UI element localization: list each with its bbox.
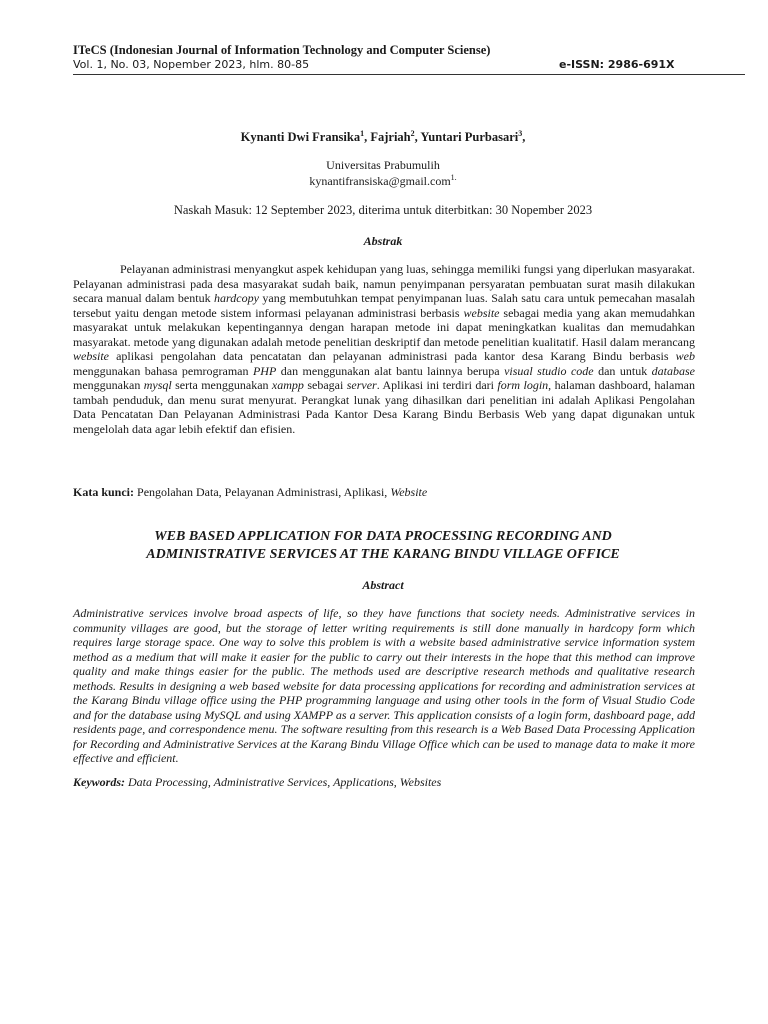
abstract-title: Abstract xyxy=(362,578,404,592)
author-3: Yuntari Purbasari xyxy=(420,130,519,145)
english-title-line-1: WEB BASED APPLICATION FOR DATA PROCESSING RECORDING AND xyxy=(154,529,612,544)
author-end: , xyxy=(522,130,526,145)
submission-dates: Naskah Masuk: 12 September 2023, diterima untuk diterbitkan: 30 Nopember 2023 xyxy=(173,203,593,217)
author-separator: , xyxy=(414,130,421,145)
abstrak-text-run: yang membutuhkan tempat penyimpanan luas. Salah satu cara untuk pemecahan masalah tersebut yaitu dengan metode sistem informasi pelayanan administrasi berbasis xyxy=(73,291,695,320)
author-separator: , xyxy=(364,130,371,145)
abstrak-emphasis: server xyxy=(346,378,377,392)
author-3-sup: 3 xyxy=(518,129,523,138)
header-rule xyxy=(73,74,745,75)
author-2: Fajriah xyxy=(370,130,411,145)
abstrak-emphasis: visual studio code xyxy=(504,363,594,378)
kata-kunci-last: Website xyxy=(390,485,428,499)
abstrak-emphasis: xampp xyxy=(271,378,304,392)
abstrak-paragraph xyxy=(73,262,695,436)
abstrak-emphasis: database xyxy=(651,363,695,378)
affiliation: Universitas Prabumulih xyxy=(326,158,440,172)
abstrak-text-run: dan menggunakan alat bantu lainnya berupa xyxy=(276,363,505,378)
english-title xyxy=(73,528,693,564)
abstrak-text-run: menggunakan xyxy=(73,378,144,392)
abstrak-text-run: . Aplikasi ini terdiri dari xyxy=(376,378,498,392)
keywords xyxy=(73,775,441,790)
author-1: Kynanti Dwi Fransika xyxy=(240,130,361,145)
abstrak-text-run: , halaman dashboard, halaman tambah penduduk, dan menu surat menyurat. Perangkat lunak yang dihasilkan dari penelitian ini adalah Aplikasi Pengolahan Data Pencatatan Dan Pelayanan Administrasi Pada Kantor Desa Karang Bindu Berbasis Web yang dapat digunakan untuk mengelolah data agar lebih efektif dan efisien. xyxy=(73,378,696,436)
abstrak-emphasis: mysql xyxy=(143,378,172,392)
keywords-label: Keywords: xyxy=(73,775,125,789)
authors xyxy=(73,129,693,145)
kata-kunci xyxy=(73,485,427,500)
abstract-paragraph: Administrative services involve broad aspects of life, so they have functions that society needs. Administrative services in community villages are good, but the storage of letter writing requirements is still done manually in hardcopy form which requires large storage space. One way to solve this problem is with a website based administrative service information system method as a medium that will make it easier for the public to carry out their interests in the hope that this method can improve quality and make things easier for the public. The methods used are descriptive research methods and qualitative research methods. Results in designing a web based website for data processing applications for recording and administration services at the Karang Bindu village office using the PHP programming language and using other tools in the form of Visual Studio Code and for the database using MySQL and using XAMPP as a server. This application consists of a login form, dashboard page, add residents page, and correspondence menu. The software resulting from this research is a Web Based Data Processing Application for Recording and Administrative Services at the Karang Bindu Village Office which can be used to manage data to make it more effective and efficient. xyxy=(73,606,695,765)
abstrak-emphasis: form login xyxy=(497,378,549,392)
abstrak-text-run: sebagai media yang akan memudahkan masyarakat untuk melakukan kepentingannya dengan harapan metode ini dapat meningkatkan kualitas dan memudahkan masyarakat. metode yang digunakan adalah metode penelitian deskriptif dan metode penelitian kualitatif. Hasil dalam merancang xyxy=(73,305,695,349)
email-line xyxy=(73,173,693,189)
email-sup: 1. xyxy=(450,173,457,182)
volume-info: Vol. 1, No. 03, Nopember 2023, hlm. 80-85 xyxy=(73,58,310,71)
journal-title: ITeCS (Indonesian Journal of Information Technology and Computer Sciense) xyxy=(73,43,491,57)
keywords-text: Data Processing, Administrative Services, Applications, Websites xyxy=(125,775,442,789)
author-2-sup: 2 xyxy=(410,129,415,138)
kata-kunci-text: Pengolahan Data, Pelayanan Administrasi, Aplikasi, xyxy=(134,485,391,499)
abstrak-text-run: sebagai xyxy=(303,378,347,392)
abstrak-body xyxy=(73,262,695,436)
abstrak-emphasis: web xyxy=(675,349,695,363)
abstrak-title: Abstrak xyxy=(363,234,403,248)
abstrak-text-run: dan untuk xyxy=(593,363,652,378)
abstrak-emphasis: website xyxy=(463,305,500,320)
kata-kunci-label: Kata kunci: xyxy=(73,485,135,499)
abstrak-text-run: serta menggunakan xyxy=(171,378,272,392)
abstrak-text-run: aplikasi pengolahan data pencatatan dan pelayanan administrasi pada kantor desa Karang Bindu berbasis xyxy=(109,349,676,363)
abstrak-text-run: menggunakan bahasa pemrograman xyxy=(73,363,253,378)
issn: e-ISSN: 2986-691X xyxy=(559,58,675,71)
abstrak-text-run: Pelayanan administrasi menyangkut aspek kehidupan yang luas, sehingga memiliki fungsi yang diperlukan masyarakat. Pelayanan administrasi pada desa masyarakat sudah baik, namun penyimpanan persyaratan pembuatan surat masih dilakukan secara manual dalam bentuk xyxy=(73,262,695,305)
abstract-body xyxy=(73,606,695,766)
abstrak-emphasis: PHP xyxy=(252,363,277,378)
english-title-line-2: ADMINISTRATIVE SERVICES AT THE KARANG BINDU VILLAGE OFFICE xyxy=(146,547,620,562)
abstrak-emphasis: website xyxy=(73,349,109,363)
abstrak-emphasis: hardcopy xyxy=(214,291,259,305)
email: kynantifransiska@gmail.com xyxy=(309,174,451,188)
author-1-sup: 1 xyxy=(360,129,365,138)
